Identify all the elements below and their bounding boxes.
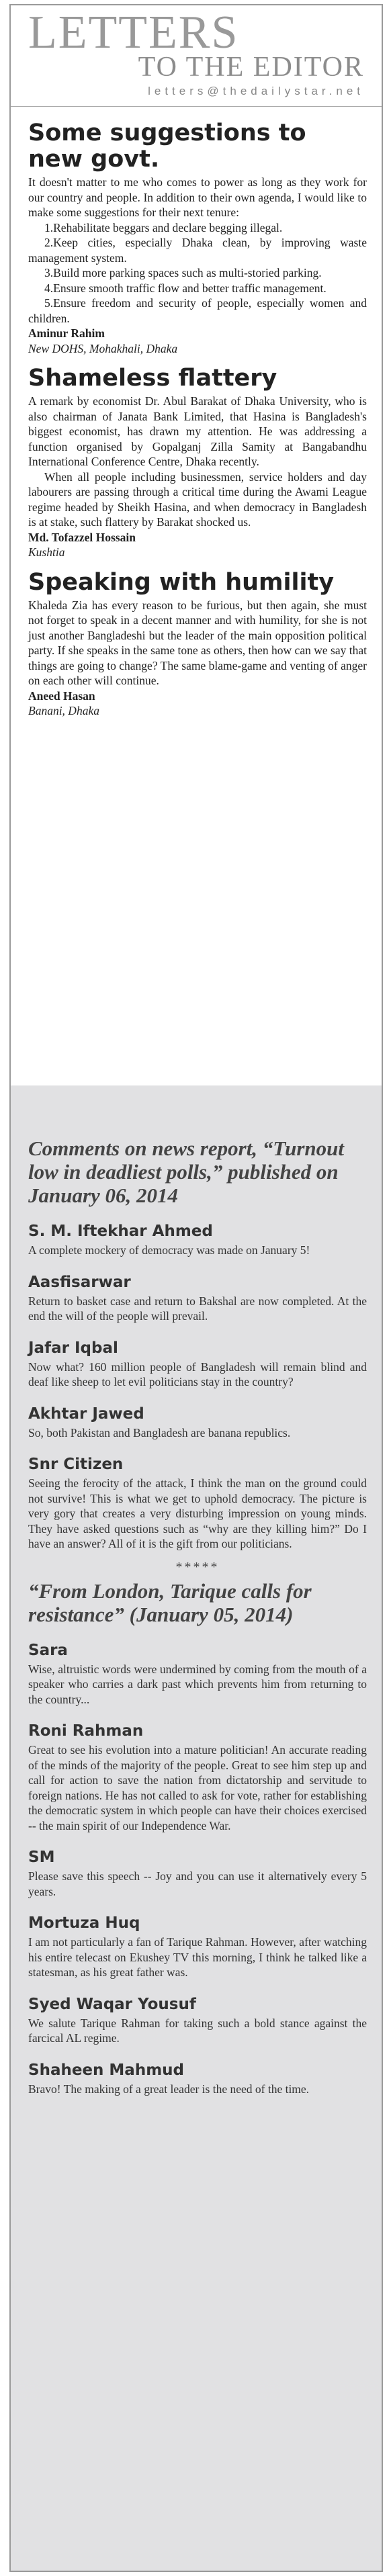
letter-location: Kushtia xyxy=(28,545,65,559)
comment xyxy=(28,1722,367,1833)
comment-text: A complete mockery of democracy was made on January 5! xyxy=(28,1243,310,1257)
masthead-subtitle: TO THE EDITOR xyxy=(138,52,364,83)
comment-author: S. M. Iftekhar Ahmed xyxy=(28,1223,213,1240)
comment-author: Snr Citizen xyxy=(28,1456,124,1473)
comment xyxy=(28,1848,367,1899)
letter-suggestions xyxy=(28,120,367,356)
comment-author: Jafar Iqbal xyxy=(28,1339,118,1357)
letter-heading: Some suggestions to new govt. xyxy=(28,120,306,173)
letter-paragraph: Khaleda Zia has every reason to be furious, but then again, she must not forget to speak in a decent manner and with humility, for she is not just another Bangladeshi but the leader of the main opposition political party. If she speaks in the same tone as others, then how can we say that things are going to change? The same blame-game and venting of anger on each other will continue. xyxy=(28,598,367,687)
letter-author: Md. Tofazzel Hossain xyxy=(28,530,136,544)
letters-section xyxy=(11,107,382,719)
comment-text: Wise, altruistic words were undermined by coming from the mouth of a speaker who carries a dark past which prevents him from returning to the country... xyxy=(28,1662,367,1706)
comment xyxy=(28,1222,367,1258)
comment-text: Great to see his evolution into a mature politician! An accurate reading of the minds of the majority of the people. Great to see him step up and call for action to save the nation from dictatorship and servitude to foreign nations. He has not called to ask for vote, rather for establishing the democratic system in which people can have their choices exercised -- the main spirit of our Independence War. xyxy=(28,1743,367,1832)
letter-humility xyxy=(28,570,367,719)
comment-author: Syed Waqar Yousuf xyxy=(28,1995,196,2013)
comment-text: Now what? 160 million people of Bangladesh will remain blind and deaf like sheep to let evil politicians stay in the country? xyxy=(28,1360,367,1388)
comment xyxy=(28,1339,367,1390)
letter-heading: Shameless flattery xyxy=(28,365,277,392)
comment-author: SM xyxy=(28,1849,55,1866)
letter-location: New DOHS, Mohakhali, Dhaka xyxy=(28,341,178,355)
letters-page xyxy=(9,4,383,2572)
comment-author: Roni Rahman xyxy=(28,1722,144,1740)
letter-heading: Speaking with humility xyxy=(28,568,335,596)
section-separator: ***** xyxy=(175,1559,220,1574)
comment xyxy=(28,1273,367,1324)
comment-text: I am not particularly a fan of Tarique Rahman. However, after watching his entire telecast on Ekushey TV this morning, I think he talked like a statesman, as his great father was. xyxy=(28,1935,367,1979)
letter-flattery xyxy=(28,365,367,560)
comment-author: Mortuza Huq xyxy=(28,1914,140,1932)
comment xyxy=(28,1995,367,2046)
list-item: 2.Keep cities, especially Dhaka clean, by improving waste management system. xyxy=(28,236,367,265)
comments-heading: Comments on news report, “Turnout low in deadliest polls,” published on January 06, 2014 xyxy=(28,1137,344,1207)
list-item: 4.Ensure smooth traffic flow and better traffic management. xyxy=(44,281,327,295)
comments-heading: “From London, Tarique calls for resistance” (January 05, 2014) xyxy=(28,1579,312,1626)
comment-text: Bravo! The making of a great leader is the need of the time. xyxy=(28,2082,310,2096)
comment xyxy=(28,1914,367,1980)
masthead-title: LETTERS xyxy=(28,7,239,58)
comment-text: So, both Pakistan and Bangladesh are banana republics. xyxy=(28,1425,291,1439)
comment xyxy=(28,1405,367,1441)
letter-author: Aminur Rahim xyxy=(28,326,105,340)
comments-section xyxy=(11,1085,382,2571)
comment-text: Return to basket case and return to Bakshal are now completed. At the end the will of the people will prevail. xyxy=(28,1294,367,1323)
letter-paragraph: It doesn't matter to me who comes to power as long as they work for our country and people. In addition to their own agenda, I would like to make some suggestions for their next tenure: xyxy=(28,175,367,219)
comment-author: Aasfisarwar xyxy=(28,1273,131,1291)
letter-paragraph: When all people including businessmen, service holders and day labourers are passing through a critical time during the Awami League regime headed by Sheikh Hasina, and when democracy in Bangladesh is at stake, such flattery by Barakat shocked us. xyxy=(28,470,367,529)
comment xyxy=(28,2061,367,2097)
comment-text: Seeing the ferocity of the attack, I think the man on the ground could not survive! This is what we get to uphold democracy. The picture is very gory that creates a very disturbing impression on young minds. They have asked questions such as “why are they killing him?” Do I have an answer? All of it is the gift from our politicians. xyxy=(28,1476,367,1550)
comment-author: Sara xyxy=(28,1641,68,1659)
list-item: 3.Build more parking spaces such as multi-storied parking. xyxy=(44,266,322,279)
comment xyxy=(28,1641,367,1707)
letter-location: Banani, Dhaka xyxy=(28,704,99,717)
comment-text: We salute Tarique Rahman for taking such a bold stance against the farcical AL regime. xyxy=(28,2016,367,2045)
comment-author: Shaheen Mahmud xyxy=(28,2061,184,2079)
masthead xyxy=(11,5,382,98)
letter-author: Aneed Hasan xyxy=(28,689,95,703)
masthead-email[interactable]: letters@thedailystar.net xyxy=(148,85,364,97)
letter-paragraph: A remark by economist Dr. Abul Barakat of Dhaka University, who is also chairman of Janata Bank Limited, that Hasina is Bangladesh's biggest economist, has drawn my attention. He was addressing a function organised by Gopalganj Zilla Samity at Bangabandhu International Conference Centre, Dhaka recently. xyxy=(28,394,367,468)
comment-text: Please save this speech -- Joy and you can use it alternatively every 5 years. xyxy=(28,1869,367,1898)
list-item: 1.Rehabilitate beggars and declare begging illegal. xyxy=(44,220,283,234)
comment xyxy=(28,1455,367,1552)
list-item: 5.Ensure freedom and security of people, especially women and children. xyxy=(28,296,367,325)
comment-author: Akhtar Jawed xyxy=(28,1405,144,1423)
